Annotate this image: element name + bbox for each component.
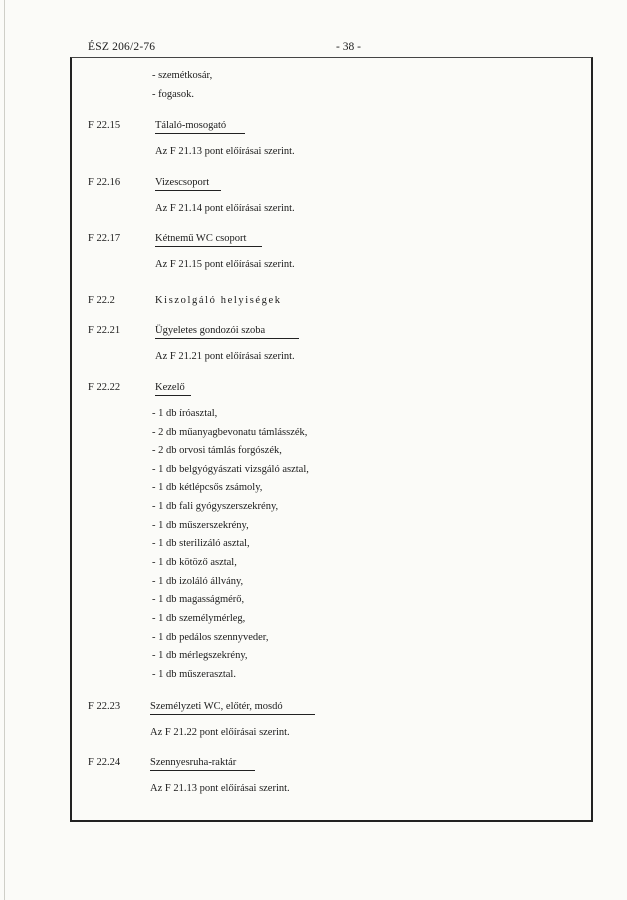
section-title: Személyzeti WC, előtér, mosdó: [150, 701, 315, 715]
document-id: ÉSZ 206/2-76: [88, 41, 156, 53]
section-code: F 22.17: [88, 233, 121, 244]
list-item: - 1 db sterilizáló asztal,: [152, 538, 250, 549]
list-item: - 1 db pedálos szennyveder,: [152, 632, 269, 643]
section-title: Vizescsoport: [155, 177, 221, 191]
list-item: - szemétkosár,: [152, 70, 213, 81]
list-item: - 1 db műszerasztal.: [152, 669, 236, 680]
list-item: - 2 db műanyagbevonatu támlásszék,: [152, 427, 308, 438]
section-title: Kezelő: [155, 382, 191, 396]
section-title: Kétnemű WC csoport: [155, 233, 262, 247]
section-code: F 22.22: [88, 382, 121, 393]
list-item: - 1 db fali gyógyszerszekrény,: [152, 501, 279, 512]
section-code: F 22.23: [88, 701, 121, 712]
section-title: Szennyesruha-raktár: [150, 757, 255, 771]
section-code: F 22.21: [88, 325, 121, 336]
section-text: Az F 21.14 pont előírásai szerint.: [155, 203, 295, 214]
section-heading: Kiszolgáló helyiségek: [155, 295, 282, 306]
section-text: Az F 21.13 pont előírásai szerint.: [150, 783, 290, 794]
page-edge-line: [4, 0, 5, 900]
list-item: - 1 db kétlépcsős zsámoly,: [152, 482, 263, 493]
list-item: - 1 db kötöző asztal,: [152, 557, 237, 568]
section-code: F 22.24: [88, 757, 121, 768]
list-item: - 1 db íróasztal,: [152, 408, 218, 419]
list-item: - 1 db izoláló állvány,: [152, 576, 244, 587]
list-item: - 1 db magasságmérő,: [152, 594, 245, 605]
list-item: - 1 db személymérleg,: [152, 613, 246, 624]
list-item: - 1 db belgyógyászati vizsgáló asztal,: [152, 464, 309, 475]
content-frame: [70, 57, 593, 822]
section-code: F 22.15: [88, 120, 121, 131]
section-text: Az F 21.13 pont előírásai szerint.: [155, 146, 295, 157]
list-item: - fogasok.: [152, 89, 194, 100]
list-item: - 1 db mérlegszekrény,: [152, 650, 248, 661]
list-item: - 2 db orvosi támlás forgószék,: [152, 445, 282, 456]
page-number: - 38 -: [336, 41, 361, 53]
section-code: F 22.16: [88, 177, 121, 188]
section-text: Az F 21.22 pont előírásai szerint.: [150, 727, 290, 738]
section-code: F 22.2: [88, 295, 115, 306]
list-item: - 1 db műszerszekrény,: [152, 520, 249, 531]
section-title: Ügyeletes gondozói szoba: [155, 325, 299, 339]
section-text: Az F 21.15 pont előírásai szerint.: [155, 259, 295, 270]
section-title: Tálaló-mosogató: [155, 120, 245, 134]
section-text: Az F 21.21 pont előírásai szerint.: [155, 351, 295, 362]
